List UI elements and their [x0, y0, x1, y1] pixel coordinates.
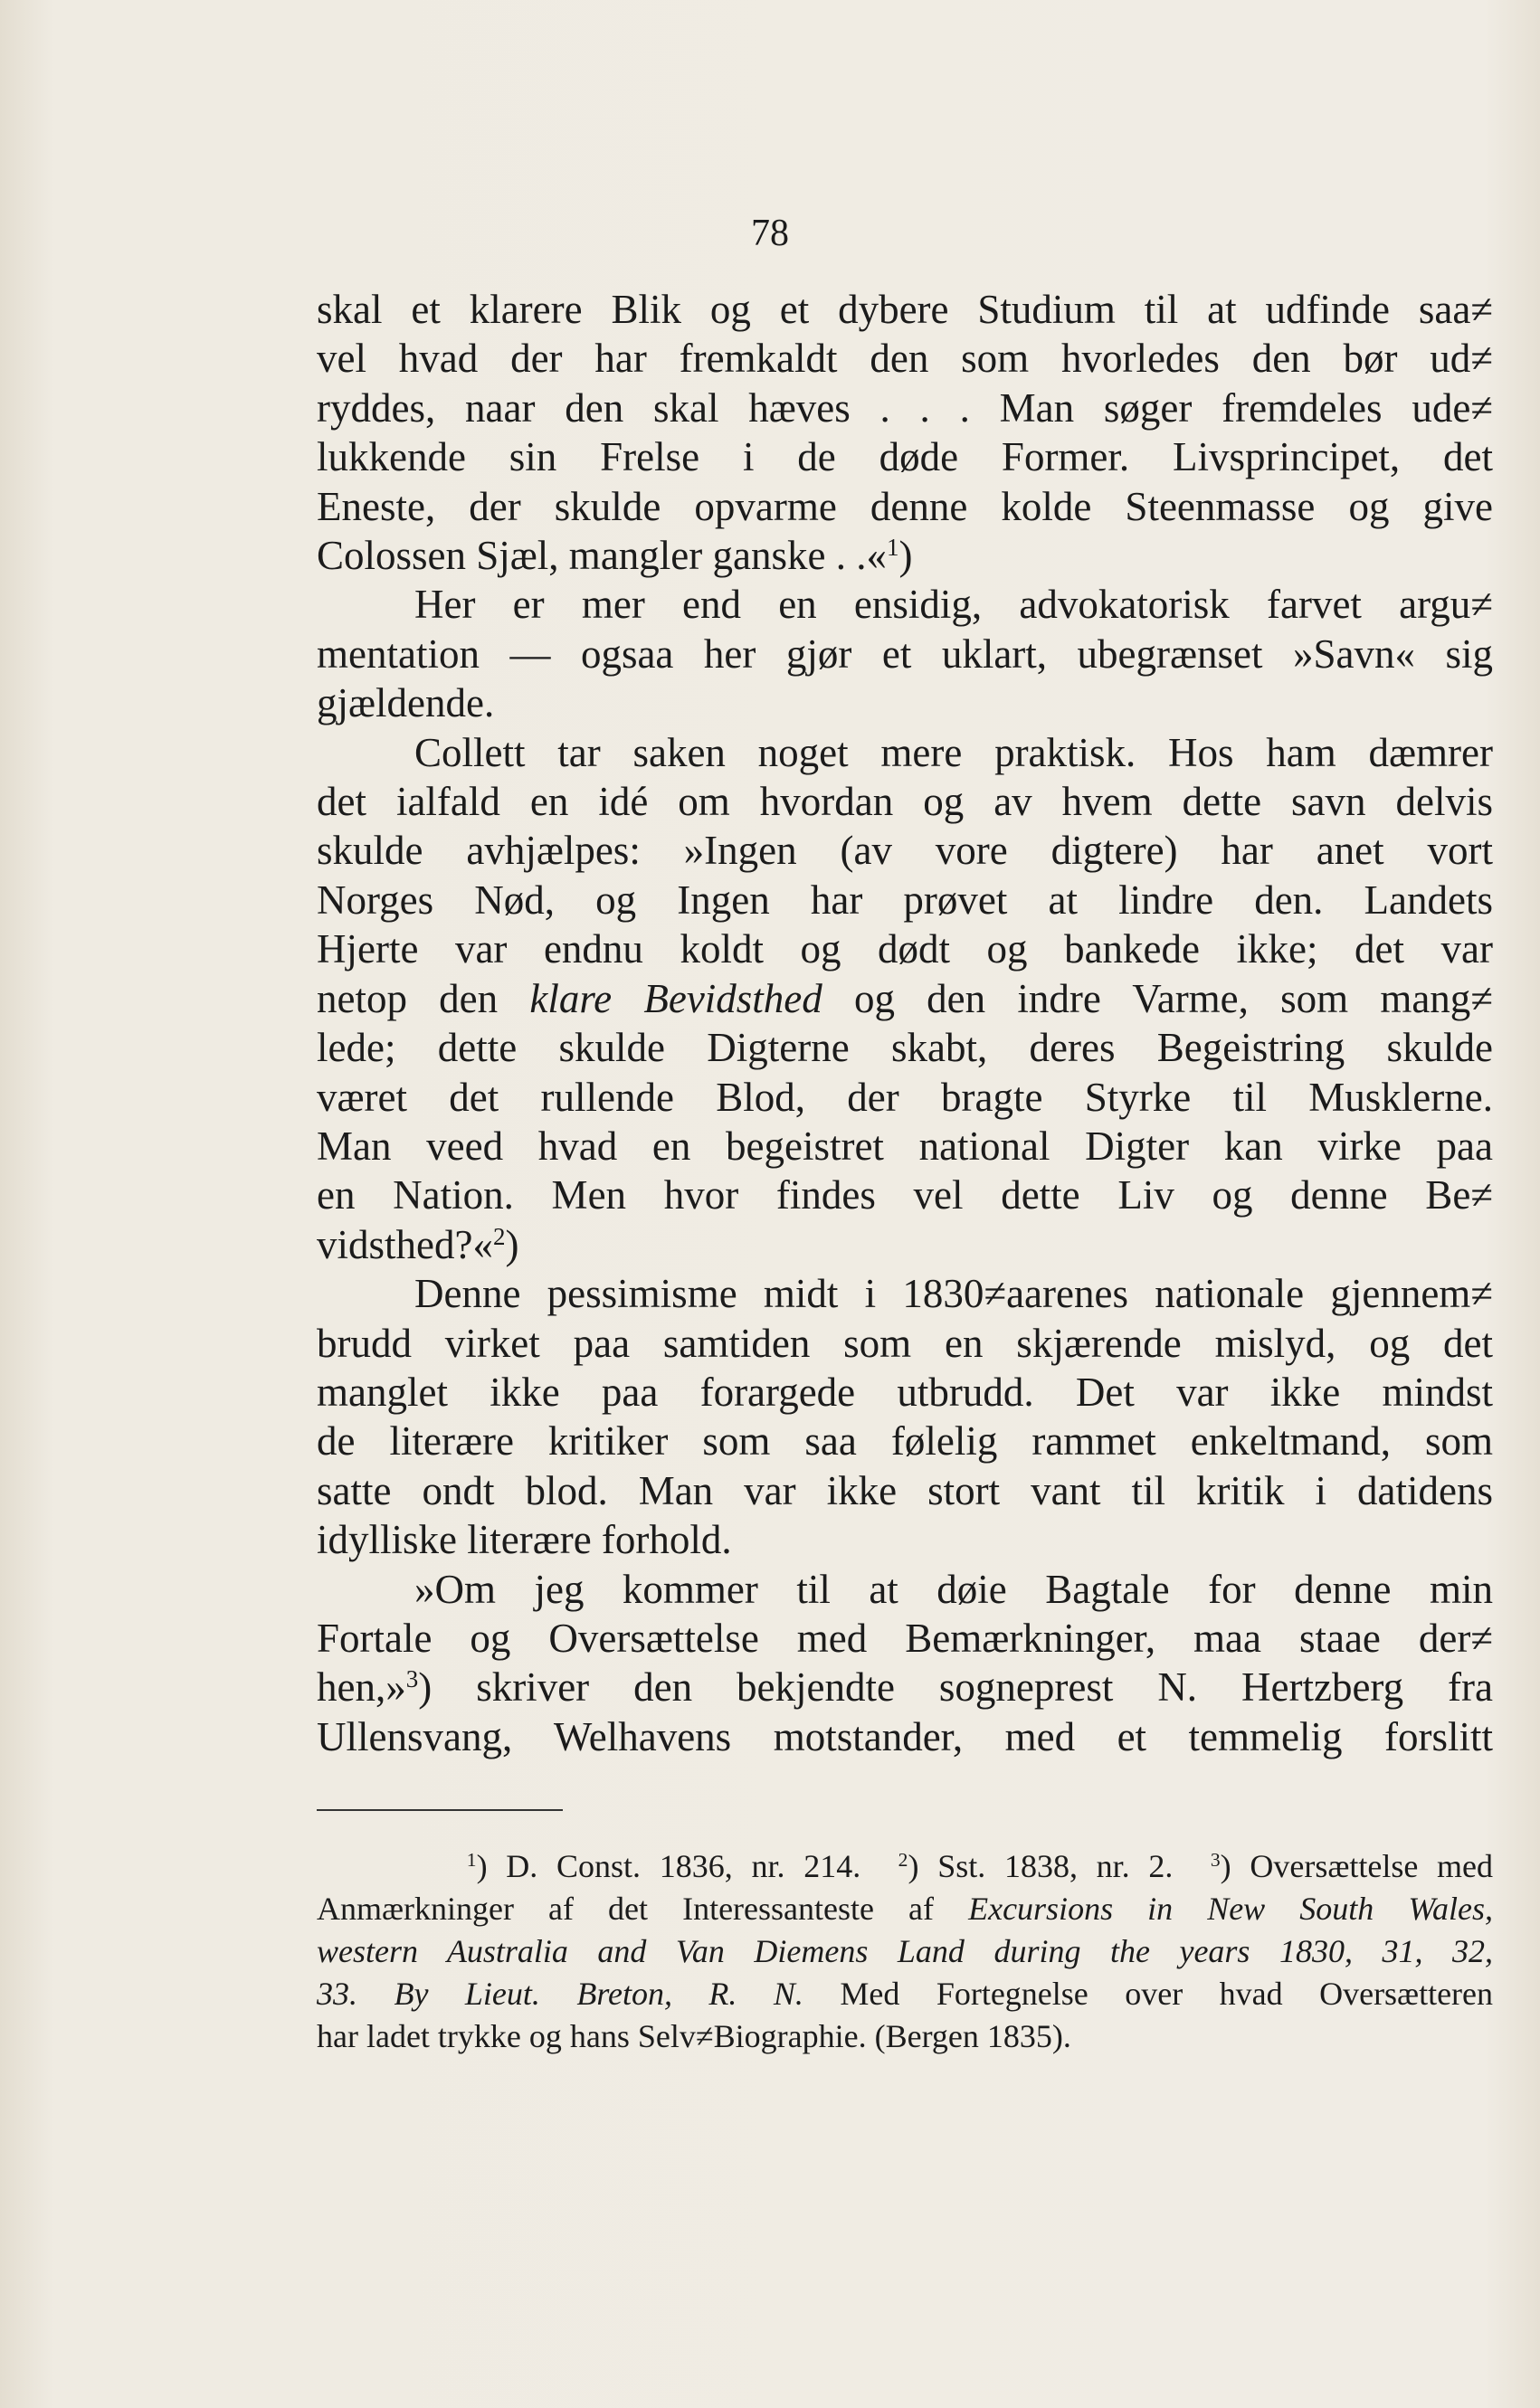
footnote-line: $^1$) D. Const. 1836, nr. 214. $^2$) Sst. 1838, nr. 2. $^3$) Oversættelse med [466, 1848, 1494, 1884]
text-line: vel hvad der har fremkaldt den som hvorledes den bør ud≠ [317, 336, 1493, 382]
text-line: Denne pessimisme midt i 1830≠aarenes nationale gjennem≠ [414, 1271, 1493, 1317]
text-line: Her er mer end en ensidig, advokatorisk farvet argu≠ [414, 582, 1493, 628]
footnote-italic: 33. By Lieut. Breton, R. N. [317, 1976, 803, 2012]
footnote-divider [317, 1809, 563, 1811]
footnote-ref: 2 [492, 1222, 506, 1250]
text-line: en Nation. Men hvor findes vel dette Liv og denne Be≠ [317, 1172, 1493, 1218]
text-fragment: netop den [317, 975, 499, 1021]
footnotes [317, 1845, 1493, 2058]
text-line: Eneste, der skulde opvarme denne kolde Steenmasse og give [317, 483, 1493, 529]
text-line: idylliske literære forhold. [317, 1517, 732, 1563]
text-line: Man veed hvad en begeistret national Digter kan virke paa [317, 1123, 1493, 1169]
text-line: været det rullende Blod, der bragte Styrke til Musklerne. [317, 1074, 1493, 1120]
footnote-marker: 3 [1210, 1849, 1221, 1872]
italic-phrase: klare Bevidsthed [529, 975, 822, 1021]
text-fragment: skriver den bekjendte sogneprest N. Hertzberg fra [476, 1664, 1493, 1711]
text-line: Collett tar saken noget mere praktisk. Hos ham dæmrer [414, 729, 1493, 775]
text-line: brudd virket paa samtiden som en skjærende mislyd, og det [317, 1320, 1493, 1366]
text-fragment: hen,» [317, 1664, 406, 1711]
footnote-line [317, 1930, 1493, 1973]
footnote-line: har ladet trykke og hans Selv≠Biographie. (Bergen 1835). [317, 2018, 1071, 2054]
footnote-line [317, 1888, 1493, 1930]
footnote-text: Anmærkninger af det Interessanteste af [317, 1891, 935, 1927]
text-line: vidsthed?«$^2$) [317, 1221, 519, 1267]
text-line: skulde avhjælpes: »Ingen (av vore digtere) har anet vort [317, 828, 1493, 874]
text-line: mentation — ogsaa her gjør et uklart, ubegrænset »Savn« sig [317, 630, 1493, 677]
text-line: Ullensvang, Welhavens motstander, med et temmelig forslitt [317, 1713, 1493, 1759]
text-line: det ialfald en idé om hvordan og av hvem dette savn delvis [317, 779, 1493, 825]
text-fragment: Colossen Sjæl, mangler ganske . .« [317, 533, 887, 579]
footnote-2: Sst. 1838, nr. 2. [937, 1848, 1174, 1884]
text-line [317, 974, 1493, 1023]
text-line: manglet ikke paa forargede utbrudd. Det var ikke mindst [317, 1369, 1493, 1415]
text-line: »Om jeg kommer til at døie Bagtale for denne min [414, 1566, 1493, 1612]
footnote-3-text: Oversættelse med [1250, 1848, 1494, 1884]
text-line: de literære kritiker som saa følelig rammet enkeltmand, som [317, 1418, 1493, 1465]
text-line: satte ondt blod. Man var ikke stort vant til kritik i datidens [317, 1467, 1493, 1513]
footnote-ref: 3 [405, 1665, 419, 1693]
text-line: hen,»$^3$) skriver den bekjendte sogneprest N. Hertzberg fra [317, 1664, 1493, 1711]
text-line: gjældende. [317, 680, 495, 726]
footnote-marker: 2 [898, 1849, 908, 1872]
footnote-1: D. Const. 1836, nr. 214. [506, 1848, 861, 1884]
page-number: 78 [751, 213, 789, 254]
text-line: ryddes, naar den skal hæves . . . Man søger fremdeles ude≠ [317, 384, 1493, 431]
footnote-italic: western Australia and Van Diemens Land during the years 1830, 31, 32, [317, 1933, 1493, 1969]
footnote-text: Med Fortegnelse over hvad Oversætteren [840, 1976, 1494, 2012]
text-line: Colossen Sjæl, mangler ganske . .«$^1$) [317, 533, 913, 579]
footnote-ref: 1 [886, 534, 899, 562]
footnote-italic: Excursions in New South Wales, [968, 1891, 1493, 1927]
text-line: lukkende sin Frelse i de døde Former. Livsprincipet, det [317, 434, 1493, 480]
text-fragment: vidsthed?« [317, 1221, 493, 1267]
text-fragment: og den indre Varme, som mang≠ [853, 975, 1493, 1021]
text-line: Fortale og Oversættelse med Bemærkninger, maa staae der≠ [317, 1615, 1493, 1661]
text-line: lede; dette skulde Digterne skabt, deres Begeistring skulde [317, 1025, 1493, 1071]
footnote-marker: 1 [466, 1849, 477, 1872]
text-line: Hjerte var endnu koldt og dødt og bankede ikke; det var [317, 926, 1493, 972]
text-line: Norges Nød, og Ingen har prøvet at lindre den. Landets [317, 877, 1493, 923]
footnote-line [317, 1973, 1493, 2015]
body-text [317, 285, 1493, 1761]
text-line: skal et klarere Blik og et dybere Studium til at udfinde saa≠ [317, 287, 1493, 332]
